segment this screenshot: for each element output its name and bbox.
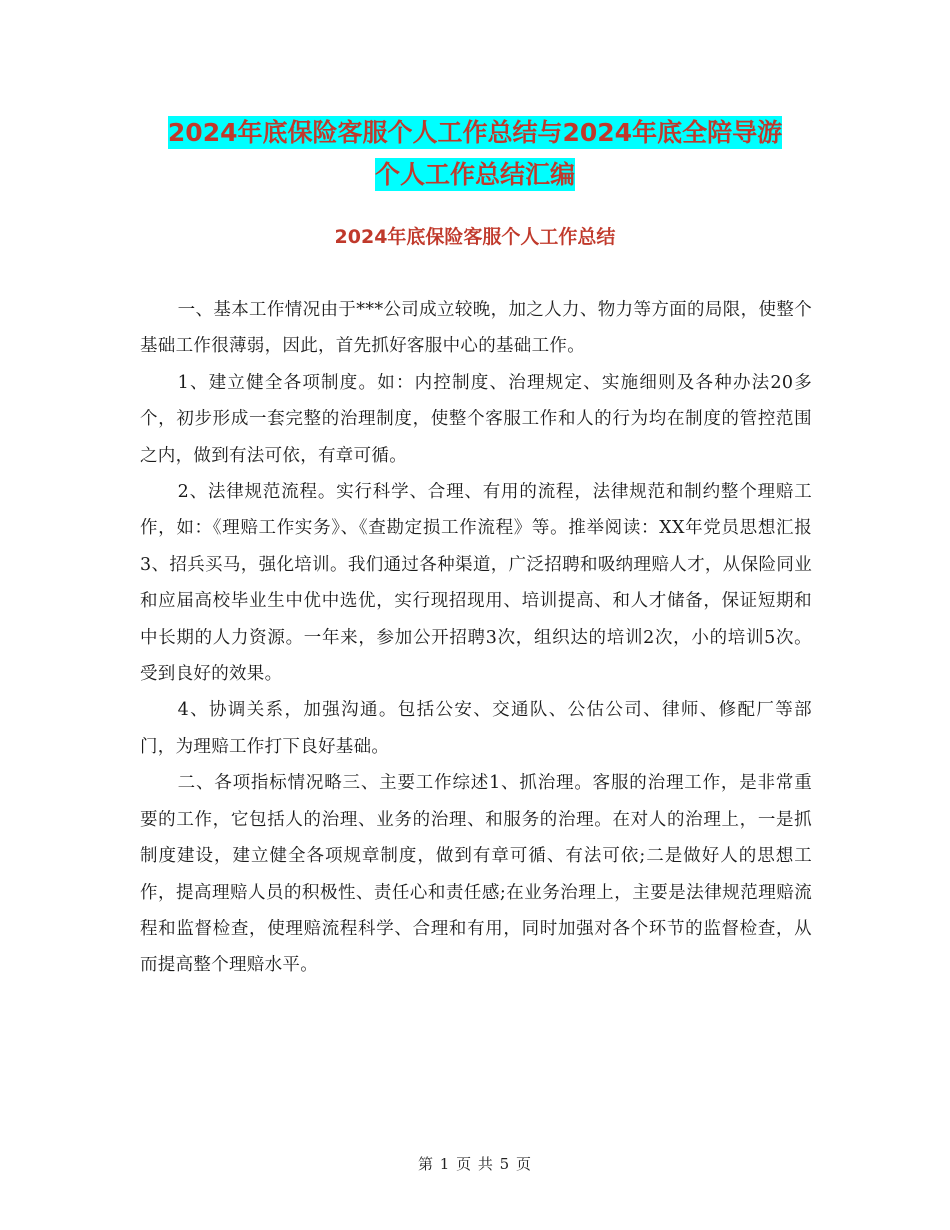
document-title — [140, 112, 810, 196]
paragraph-3: 2、法律规范流程。实行科学、合理、有用的流程，法律规范和制约整个理赔工作，如：《理赔工作实务》、《查勘定损工作流程》等。推举阅读：XX年党员思想汇报3、招兵买马，强化培训。我们通过各种渠道，广泛招聘和吸纳理赔人才，从保险同业和应届高校毕业生中优中选优，实行现招现用、培训提高、和人才储备，保证短期和中长期的人力资源。一年来，参加公开招聘3次，组织达的培训2次，小的培训5次。受到良好的效果。 — [140, 482, 812, 685]
paragraph-2: 1、建立健全各项制度。如：内控制度、治理规定、实施细则及各种办法20多个，初步形成一套完整的治理制度，使整个客服工作和人的行为均在制度的管控范围之内，做到有法可依，有章可循。 — [140, 372, 812, 466]
document-body — [140, 292, 812, 984]
document-title-line2: 个人工作总结汇编 — [374, 160, 575, 189]
document-title-line1: 2024年底保险客服个人工作总结与2024年底全陪导游 — [167, 118, 783, 147]
paragraph-4: 4、协调关系，加强沟通。包括公安、交通队、公估公司、律师、修配厂等部门，为理赔工作打下良好基础。 — [140, 700, 812, 757]
paragraph-1: 一、基本工作情况由于***公司成立较晚，加之人力、物力等方面的局限，使整个基础工作很薄弱，因此，首先抓好客服中心的基础工作。 — [140, 300, 812, 357]
page-number-footer: 第 1 页 共 5 页 — [418, 1155, 532, 1173]
section-title: 2024年底保险客服个人工作总结 — [334, 226, 616, 248]
paragraph-5: 二、各项指标情况略三、主要工作综述1、抓治理。客服的治理工作，是非常重要的工作，它包括人的治理、业务的治理、和服务的治理。在对人的治理上，一是抓制度建设，建立健全各项规章制度，做到有章可循、有法可依;二是做好人的思想工作，提高理赔人员的积极性、责任心和责任感;在业务治理上，主要是法律规范理赔流程和监督检查，使理赔流程科学、合理和有用，同时加强对各个环节的监督检查，从而提高整个理赔水平。 — [140, 773, 812, 976]
